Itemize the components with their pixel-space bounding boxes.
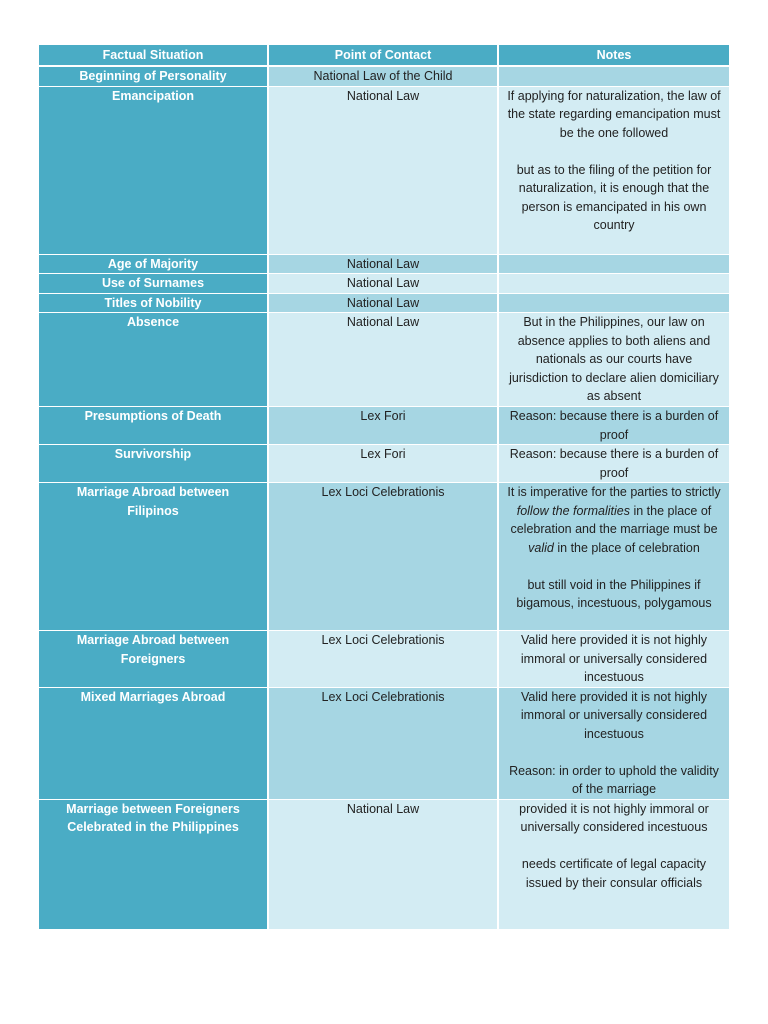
notes-cell — [498, 799, 729, 929]
notes-cell — [498, 293, 729, 313]
table-row — [39, 445, 729, 483]
factual-situation-cell — [39, 86, 268, 254]
note-text: But in the Philippines, our law on absence applies to both aliens and nationals as our courts have jurisdiction to declare alien domiciliary as absent — [509, 315, 719, 403]
table-row — [39, 66, 729, 86]
note-text: but as to the filing of the petition for naturalization, it is enough that the person is emancipated in his own country — [516, 162, 712, 232]
table-row — [39, 687, 729, 799]
point-of-contact-cell: Lex Fori — [268, 407, 498, 445]
point-of-contact-cell: Lex Fori — [268, 445, 498, 483]
table-row — [39, 293, 729, 313]
note-text — [505, 483, 723, 557]
factual-situation-text: Emancipation — [112, 88, 194, 103]
notes-cell — [498, 631, 729, 688]
point-of-contact-cell: National Law — [268, 313, 498, 407]
notes-cell — [498, 445, 729, 483]
notes-cell — [498, 313, 729, 407]
factual-situation-cell — [39, 407, 268, 445]
notes-cell — [498, 483, 729, 631]
factual-situation-text: Titles of Nobility — [104, 295, 202, 310]
notes-cell — [498, 407, 729, 445]
table-row — [39, 483, 729, 631]
note-text: Valid here provided it is not highly immoral or universally considered incestuous — [520, 633, 708, 684]
note-spacer — [505, 557, 723, 576]
note-fragment: in the place of celebration and the marriage must be — [510, 503, 718, 536]
factual-situation-cell — [39, 445, 268, 483]
header-row — [39, 45, 729, 66]
factual-situation-text: Foreigners — [120, 651, 186, 666]
table-row — [39, 799, 729, 929]
note-fragment: It is imperative for the parties to strictly — [507, 485, 721, 499]
notes-cell — [498, 274, 729, 294]
note-text: provided it is not highly immoral or universally considered incestuous — [519, 801, 709, 834]
note-spacer — [505, 837, 723, 856]
factual-situation-text: Absence — [126, 315, 180, 329]
factual-situation-text: Survivorship — [114, 447, 192, 461]
note-spacer — [505, 743, 723, 762]
factual-situation-cell — [39, 274, 268, 294]
factual-situation-cell — [39, 254, 268, 274]
factual-situation-text: Mixed Marriages Abroad — [80, 689, 226, 704]
point-of-contact-cell: National Law — [268, 86, 498, 254]
conflict-of-laws-table — [39, 45, 729, 930]
factual-situation-cell — [39, 799, 268, 929]
factual-situation-cell — [39, 313, 268, 407]
point-of-contact-cell: National Law — [268, 293, 498, 313]
factual-situation-text: Beginning of Personality — [79, 69, 227, 83]
table-row — [39, 407, 729, 445]
table-row — [39, 274, 729, 294]
note-fragment: in the place of celebration — [553, 540, 700, 555]
point-of-contact-cell: Lex Loci Celebrationis — [268, 483, 498, 631]
note-emphasis: valid — [528, 540, 554, 555]
table-row — [39, 254, 729, 274]
factual-situation-cell — [39, 687, 268, 799]
header-point-of-contact: Point of Contact — [268, 45, 498, 66]
table-row — [39, 631, 729, 688]
header-notes: Notes — [498, 45, 729, 66]
table-row — [39, 313, 729, 407]
note-text: but still void in the Philippines if bigamous, incestuous, polygamous — [516, 577, 712, 610]
point-of-contact-cell: National Law of the Child — [268, 66, 498, 86]
factual-situation-text: Marriage Abroad between — [76, 485, 230, 499]
notes-cell — [498, 687, 729, 799]
notes-cell — [498, 66, 729, 86]
header-factual-situation: Factual Situation — [39, 45, 268, 66]
factual-situation-text: Marriage Abroad between — [76, 633, 230, 647]
point-of-contact-cell: Lex Loci Celebrationis — [268, 687, 498, 799]
point-of-contact-cell: Lex Loci Celebrationis — [268, 631, 498, 688]
note-text: Valid here provided it is not highly immoral or universally considered incestuous — [520, 689, 708, 741]
factual-situation-text: Age of Majority — [107, 256, 199, 271]
note-emphasis: follow the formalities — [516, 503, 630, 518]
factual-situation-text: Presumptions of Death — [84, 409, 222, 423]
point-of-contact-cell: National Law — [268, 799, 498, 929]
factual-situation-text: Celebrated in the Philippines — [67, 820, 239, 834]
factual-situation-text: Use of Surnames — [101, 276, 205, 290]
factual-situation-cell — [39, 293, 268, 313]
note-text: Reason: because there is a burden of proof — [509, 409, 719, 442]
note-spacer — [505, 142, 723, 161]
notes-cell — [498, 86, 729, 254]
notes-cell — [498, 254, 729, 274]
table-row — [39, 86, 729, 254]
factual-situation-text: Filipinos — [127, 503, 179, 518]
note-text: Reason: because there is a burden of proof — [509, 447, 719, 480]
factual-situation-cell — [39, 631, 268, 688]
point-of-contact-cell: National Law — [268, 274, 498, 294]
note-text: If applying for naturalization, the law of the state regarding emancipation must be the one followed — [507, 88, 721, 140]
note-text: needs certificate of legal capacity issued by their consular officials — [521, 857, 707, 890]
note-text: Reason: in order to uphold the validity of the marriage — [509, 763, 719, 796]
factual-situation-cell — [39, 483, 268, 631]
factual-situation-cell — [39, 66, 268, 86]
point-of-contact-cell: National Law — [268, 254, 498, 274]
factual-situation-text: Marriage between Foreigners — [66, 801, 240, 816]
